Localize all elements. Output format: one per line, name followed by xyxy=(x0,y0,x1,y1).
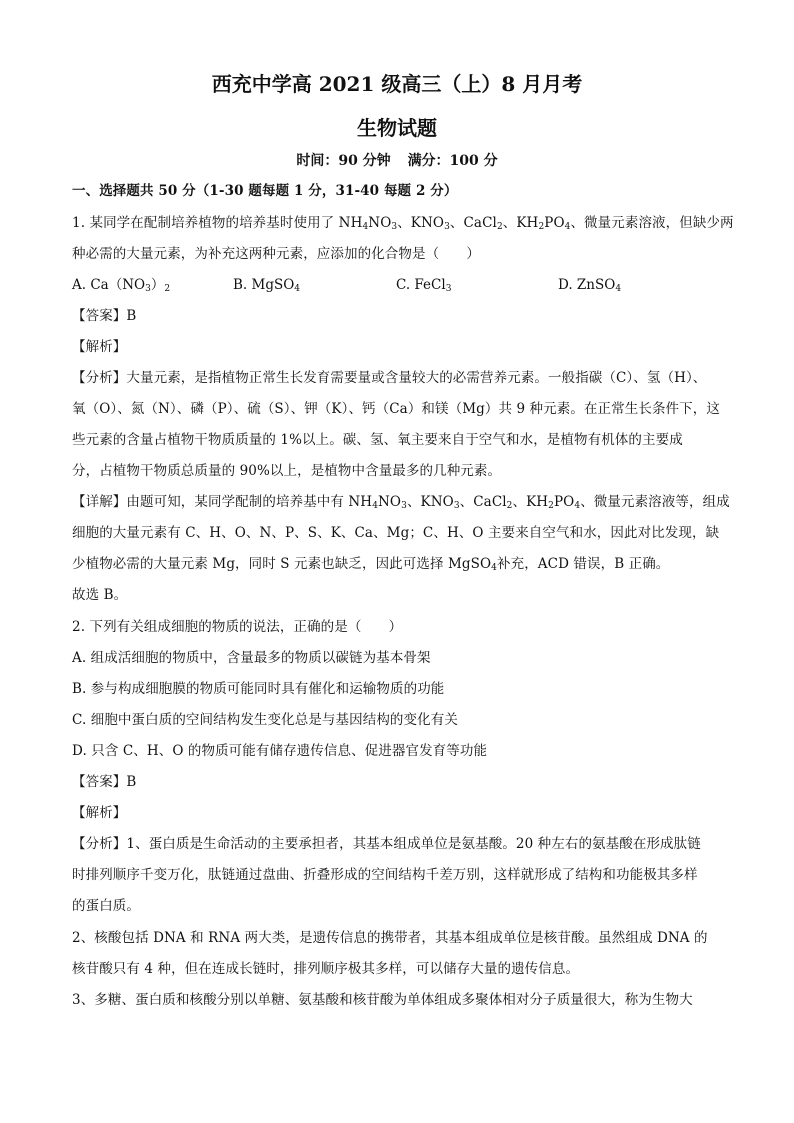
q2-point2-line2: 核苷酸只有 4 种，但在连成长链时，排列顺序极其多样，可以储存大量的遗传信息。 xyxy=(72,961,580,977)
q2-option-b: B. 参与构成细胞膜的物质可能同时具有催化和运输物质的功能 xyxy=(72,681,445,697)
q2-fenxi-line3: 的蛋白质。 xyxy=(72,898,140,914)
q1-answer: 【答案】B xyxy=(72,308,137,324)
q1-fenxi-line4: 分，占植物干物质总质量的 90%以上，是植物中含量最多的几种元素。 xyxy=(72,463,502,479)
q1-stem-line2: 种必需的大量元素，为补充这两种元素，应添加的化合物是（ ） xyxy=(72,246,480,262)
q2-option-d: D. 只含 C、H、O 的物质可能有储存遗传信息、促进器官发育等功能 xyxy=(72,743,488,759)
q1-xiangjie-line1: 【详解】由题可知，某同学配制的培养基中有 $NH_4NO_3$、$KNO_3$、CaCl$_2$、$KH_2PO_4$、微量元素溶液等，组成 xyxy=(72,494,730,511)
q1-fenxi-line2: 氧（O）、氮（N）、磷（P）、硫（S）、钾（K）、钙（Ca）和镁（Mg）共 9 种元素。在正常生长条件下，这 xyxy=(72,401,720,417)
q1-option-b: B. MgSO$_4$ xyxy=(233,277,301,294)
exam-score: 满分：100 分 xyxy=(407,153,498,169)
q1-xiangjie-line2: 细胞的大量元素有 C、H、O、N、P、S、K、Ca、Mg；C、H、O 主要来自空气和水，因此对比发现，缺 xyxy=(72,525,720,541)
exam-info xyxy=(0,150,794,170)
q1-analysis-label: 【解析】 xyxy=(72,339,127,355)
q2-analysis-label: 【解析】 xyxy=(72,805,127,821)
section-heading: 一、选择题共 50 分（1-30 题每题 1 分，31-40 每题 2 分） xyxy=(72,183,458,199)
q1-option-d: D. ZnSO$_4$ xyxy=(558,277,622,294)
q1-option-c: C. FeCl$_3$ xyxy=(396,277,452,294)
q1-fenxi-line3: 些元素的含量占植物干物质质量的 1%以上。碳、氢、氧主要来自于空气和水，是植物有机体的主要成 xyxy=(72,432,683,448)
q2-option-a: A. 组成活细胞的物质中，含量最多的物质以碳链为基本骨架 xyxy=(72,650,431,666)
exam-title: 西充中学高 2021 级高三（上）8 月月考 xyxy=(211,72,583,96)
q2-point2-line1: 2、核酸包括 DNA 和 RNA 两大类，是遗传信息的携带者，其基本组成单位是核苷酸。虽然组成 DNA 的 xyxy=(72,930,708,946)
q2-answer: 【答案】B xyxy=(72,774,137,790)
q2-fenxi-line2: 时排列顺序千变万化，肽链通过盘曲、折叠形成的空间结构千差万别，这样就形成了结构和功能极其多样 xyxy=(72,867,698,883)
q1-xiangjie-line3: 少植物必需的大量元素 Mg，同时 S 元素也缺乏，因此可选择 MgSO$_4$补充，ACD 错误，B 正确。 xyxy=(72,556,670,573)
q2-stem: 2. 下列有关组成细胞的物质的说法，正确的是（ ） xyxy=(72,619,403,635)
q1-conclusion: 故选 B。 xyxy=(72,587,128,603)
q1-option-a: A. $Ca(NO_3)_2$ xyxy=(72,277,171,294)
exam-time: 时间：90 分钟 xyxy=(296,153,391,169)
subject-title: 生物试题 xyxy=(357,116,437,140)
q1-fenxi-line1: 【分析】大量元素，是指植物正常生长发育需要量或含量较大的必需营养元素。一般指碳（C）、氢（H）、 xyxy=(72,370,707,386)
q2-point3-line1: 3、多糖、蛋白质和核酸分别以单糖、氨基酸和核苷酸为单体组成多聚体相对分子质量很大，称为生物大 xyxy=(72,992,693,1008)
q1-stem-line1: 1. 某同学在配制培养植物的培养基时使用了 $NH_4NO_3$、$KNO_3$、CaCl$_2$、$KH_2PO_4$、微量元素溶液，但缺少两 xyxy=(72,215,734,232)
q2-option-c: C. 细胞中蛋白质的空间结构发生变化总是与基因结构的变化有关 xyxy=(72,712,458,728)
q2-fenxi-line1: 【分析】1、蛋白质是生命活动的主要承担者，其基本组成单位是氨基酸。20 种左右的氨基酸在形成肽链 xyxy=(72,836,701,852)
